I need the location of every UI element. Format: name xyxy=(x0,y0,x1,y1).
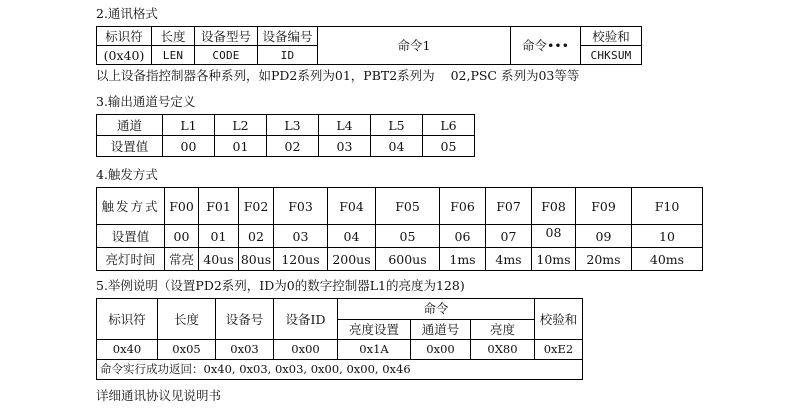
format-code-cell: (0x40) xyxy=(97,46,152,65)
format-header-cell: 标识符 xyxy=(97,27,152,46)
trigger-value-cell: 01 xyxy=(199,225,239,248)
example-response-cell: 命令实行成功返回：0x40, 0x03, 0x03, 0x00, 0x00, 0x46 xyxy=(97,360,583,380)
trigger-time-row xyxy=(97,248,703,271)
trigger-time-cell: 40ms xyxy=(632,248,703,271)
channel-value-cell: 00 xyxy=(163,136,215,157)
section-2-heading: 2.通讯格式 xyxy=(96,6,158,21)
format-code-cell: CHKSUM xyxy=(581,46,642,65)
format-header-cell: 校验和 xyxy=(581,27,642,46)
channel-value-row xyxy=(97,136,475,157)
trigger-mode-cell: F01 xyxy=(199,188,239,225)
example-value-cell: 0X80 xyxy=(471,340,535,360)
format-code-cell: LEN xyxy=(152,46,195,65)
trigger-time-cell: 200us xyxy=(328,248,376,271)
trigger-mode-cell: F00 xyxy=(165,188,199,225)
example-command-header: 命令 xyxy=(338,299,535,320)
trigger-mode-row xyxy=(97,188,703,225)
trigger-time-cell: 1ms xyxy=(440,248,486,271)
trigger-time-cell: 40us xyxy=(199,248,239,271)
format-command-more-cell: 命令••• xyxy=(511,27,581,65)
example-value-cell: 0x03 xyxy=(216,340,274,360)
channel-cell: L5 xyxy=(371,115,423,136)
example-checksum-header: 校验和 xyxy=(535,299,583,340)
example-header-row xyxy=(97,299,583,320)
format-table xyxy=(96,26,642,65)
example-response-row xyxy=(97,360,583,380)
example-device-id-header: 设备ID xyxy=(274,299,338,340)
trigger-time-cell: 600us xyxy=(376,248,440,271)
example-len-header: 长度 xyxy=(158,299,216,340)
channel-value-cell: 05 xyxy=(423,136,475,157)
trigger-mode-cell: F05 xyxy=(376,188,440,225)
trigger-value-cell: 00 xyxy=(165,225,199,248)
trigger-mode-cell: F10 xyxy=(632,188,703,225)
example-id-header: 标识符 xyxy=(97,299,158,340)
example-value-cell: 0x05 xyxy=(158,340,216,360)
trigger-time-cell: 120us xyxy=(274,248,328,271)
trigger-time-label-cell: 亮灯时间 xyxy=(97,248,165,271)
format-code-cell: CODE xyxy=(195,46,258,65)
trigger-value-label-cell: 设置值 xyxy=(97,225,165,248)
format-header-cell: 长度 xyxy=(152,27,195,46)
channel-value-label-cell: 设置值 xyxy=(97,136,163,157)
example-value-cell: 0x1A xyxy=(338,340,411,360)
section-5-heading: 5.举例说明（设置PD2系列，ID为0的数字控制器L1的亮度为128) xyxy=(96,278,465,293)
trigger-mode-cell: F07 xyxy=(486,188,532,225)
channel-cell: L4 xyxy=(319,115,371,136)
trigger-value-cell: 02 xyxy=(239,225,274,248)
trigger-value-cell: 07 xyxy=(486,225,532,248)
trigger-value-cell: 03 xyxy=(274,225,328,248)
trigger-mode-cell: F09 xyxy=(576,188,632,225)
channel-table xyxy=(96,114,475,157)
example-value-cell: 0x40 xyxy=(97,340,158,360)
example-value-row xyxy=(97,340,583,360)
example-brightness-set-header: 亮度设置 xyxy=(338,319,411,340)
channel-cell: L1 xyxy=(163,115,215,136)
example-model-header: 设备号 xyxy=(216,299,274,340)
channel-value-cell: 01 xyxy=(215,136,267,157)
example-value-cell: 0x00 xyxy=(274,340,338,360)
footer-note: 详细通讯协议见说明书 xyxy=(96,388,222,403)
section-3-heading: 3.输出通道号定义 xyxy=(96,94,196,109)
channel-value-cell: 02 xyxy=(267,136,319,157)
series-note: 以上设备指控制器各种系列，如PD2系列为01，PBT2系列为 02,PSC 系列为03等等 xyxy=(96,68,580,83)
trigger-mode-cell: F08 xyxy=(532,188,576,225)
channel-cell: L2 xyxy=(215,115,267,136)
example-channel-header: 通道号 xyxy=(411,319,471,340)
trigger-mode-cell: F02 xyxy=(239,188,274,225)
section-4-heading: 4.触发方式 xyxy=(96,167,158,182)
trigger-time-cell: 4ms xyxy=(486,248,532,271)
trigger-mode-cell: F04 xyxy=(328,188,376,225)
example-brightness-header: 亮度 xyxy=(471,319,535,340)
example-value-cell: 0xE2 xyxy=(535,340,583,360)
trigger-value-cell: 10 xyxy=(632,225,703,248)
trigger-time-cell: 20ms xyxy=(576,248,632,271)
trigger-mode-cell: F06 xyxy=(440,188,486,225)
format-header-row xyxy=(97,27,642,46)
trigger-value-row xyxy=(97,225,703,248)
trigger-mode-cell: F03 xyxy=(274,188,328,225)
trigger-time-cell: 常亮 xyxy=(165,248,199,271)
trigger-table xyxy=(96,187,703,271)
trigger-time-cell: 80us xyxy=(239,248,274,271)
trigger-value-cell: 04 xyxy=(328,225,376,248)
trigger-value-cell: 09 xyxy=(576,225,632,248)
example-table xyxy=(96,298,583,380)
format-header-cell: 设备编号 xyxy=(258,27,318,46)
trigger-mode-label-cell: 触发方式 xyxy=(97,188,165,225)
channel-label-cell: 通道 xyxy=(97,115,163,136)
format-command1-cell: 命令1 xyxy=(318,27,511,65)
format-header-cell: 设备型号 xyxy=(195,27,258,46)
trigger-value-cell: 06 xyxy=(440,225,486,248)
channel-cell: L6 xyxy=(423,115,475,136)
channel-value-cell: 03 xyxy=(319,136,371,157)
trigger-value-cell: 05 xyxy=(376,225,440,248)
format-code-cell: ID xyxy=(258,46,318,65)
trigger-time-cell: 10ms xyxy=(532,248,576,271)
channel-cell: L3 xyxy=(267,115,319,136)
example-value-cell: 0x00 xyxy=(411,340,471,360)
trigger-value-cell: 08 xyxy=(532,225,576,248)
channel-value-cell: 04 xyxy=(371,136,423,157)
channel-header-row xyxy=(97,115,475,136)
